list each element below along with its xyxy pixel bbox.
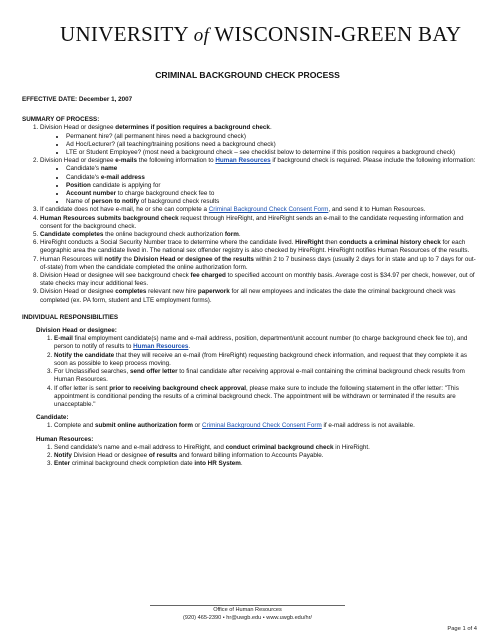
summary-step-6: 6. HireRight conducts a Social Security Number trace to determine where the candidate lived. HireRight then conducts a criminal history check for each geographic area the candidate lived in. The national sex offender registry is also checked by HireRight. HireRight notifies Human Resources of the results. [40,239,477,255]
list-item: 3. Enter criminal background check completion date into HR System. [54,460,477,468]
footer-office: Office of Human Resources [213,607,282,613]
summary-heading: SUMMARY OF PROCESS: [22,116,100,124]
list-item: 1. Send candidate's name and e-mail address to HireRight, and conduct criminal background check in HireRight. [54,444,477,452]
summary-step-1: 1. Division Head or designee determines if position requires a background check. • Permanent hire? (all permanent hires need a background check) • Ad Hoc/Lecturer? (all teaching/training positions need a background check) • LTE or Student Employee? (most need a background check – see checklist below to determine if this position requires a background check) [40,124,477,157]
list-item: • Permanent hire? (all permanent hires need a background check) [66,133,477,141]
division-head-heading: Division Head or designee: [36,327,117,335]
list-item: • Candidate's name [66,165,477,173]
list-item: 1. E-mail final employment candidate(s) name and e-mail address, position, department/unit account number (to charge background check fee to), and person to notify of results to Human Resources. [54,335,477,351]
responsibilities-heading: INDIVIDUAL RESPONSIBILITIES [22,313,119,321]
document-body [22,96,477,468]
effective-date: EFFECTIVE DATE: December 1, 2007 [22,96,133,103]
summary-step-3: 3. If candidate does not have e-mail, he or she can complete a Criminal Background Check Consent Form, and send it to Human Resources. [40,206,477,214]
list-item: 1. Complete and submit online authorization form or Criminal Background Check Consent Form if e-mail address is not available. [54,422,477,430]
list-item: • Name of person to notify of background check results [66,198,477,206]
summary-step-8: 8. Division Head or designee will see background check fee charged to specified account on monthly basis. Average cost is $34.97 per check, however, out of state checks may incur additional fees. [40,272,477,288]
consent-form-link[interactable]: Criminal Background Check Consent Form [202,422,322,430]
summary-step-7: 7. Human Resources will notify the Division Head or designee of the results within 2 to 7 business days (usually 2 days for in state and up to 7 days for out-of-state) from when the candidate completed the online authorization form. [40,256,477,272]
list-item: 3. For Unclassified searches, send offer letter to final candidate after receiving approval e-mail containing the criminal background check results from Human Resources. [54,368,477,384]
human-resources-link[interactable]: Human Resources [215,157,271,165]
page-title: CRIMINAL BACKGROUND CHECK PROCESS [155,70,340,80]
list-item: • Position candidate is applying for [66,182,477,190]
footer-contact: (920) 465-2390 • hr@uwgb.edu • www.uwgb.edu/hr/ [182,614,312,621]
letterhead [54,8,462,60]
list-item: • Ad Hoc/Lecturer? (all teaching/training positions need a background check) [66,141,477,149]
list-item: 2. Notify Division Head or designee of results and forward billing information to Accounts Payable. [54,452,477,460]
candidate-heading: Candidate: [36,414,69,422]
position-type-list [40,133,477,158]
page-number: Page 1 of 4 [447,626,477,632]
list-item: 4. If offer letter is sent prior to receiving background check approval, please make sure to include the following statement in the offer letter: "This appointment is conditional pending the results of a criminal background check. The appointment will be withdrawn or terminated if the results are unacceptable." [54,385,477,410]
division-head-list [36,335,477,409]
human-resources-link[interactable]: Human Resources [133,343,189,351]
consent-form-link[interactable]: Criminal Background Check Consent Form [208,206,329,214]
summary-step-2: 2. Division Head or designee e-mails the following information to Human Resources if background check is required. Please include the following information: • Candidate's name • Candidate's e-mail address • Position candidate is applying for • Account number to charge background check fee to • Name of person to notify of background check results [40,157,477,206]
candidate-list [36,422,477,430]
summary-step-5: 5. Candidate completes the online background check authorization form. [40,231,477,239]
footer-divider [150,605,345,606]
human-resources-heading: Human Resources: [36,435,94,443]
required-info-list [40,165,477,206]
summary-step-4: 4. Human Resources submits background check request through HireRight, and HireRight sends an e-mail to the candidate requesting information and consent for the background check. [40,215,477,231]
summary-list [22,124,477,304]
list-item: • Candidate's e-mail address [66,174,477,182]
summary-step-9: 9. Division Head or designee completes relevant new hire paperwork for all new employees and indicates the date the criminal background check was completed (ex. PA form, student and LTE employment forms). [40,288,477,304]
list-item: 2. Notify the candidate that they will receive an e-mail (from HireRight) requesting background check information, and request that they complete it as soon as possible to keep process moving. [54,352,477,368]
university-name: UNIVERSITY of WISCONSIN-GREEN BAY [60,21,462,46]
human-resources-list [36,444,477,469]
list-item: • LTE or Student Employee? (most need a background check – see checklist below to determine if this position requires a background check) [66,149,477,157]
list-item: • Account number to charge background check fee to [66,190,477,198]
footer [0,607,495,622]
